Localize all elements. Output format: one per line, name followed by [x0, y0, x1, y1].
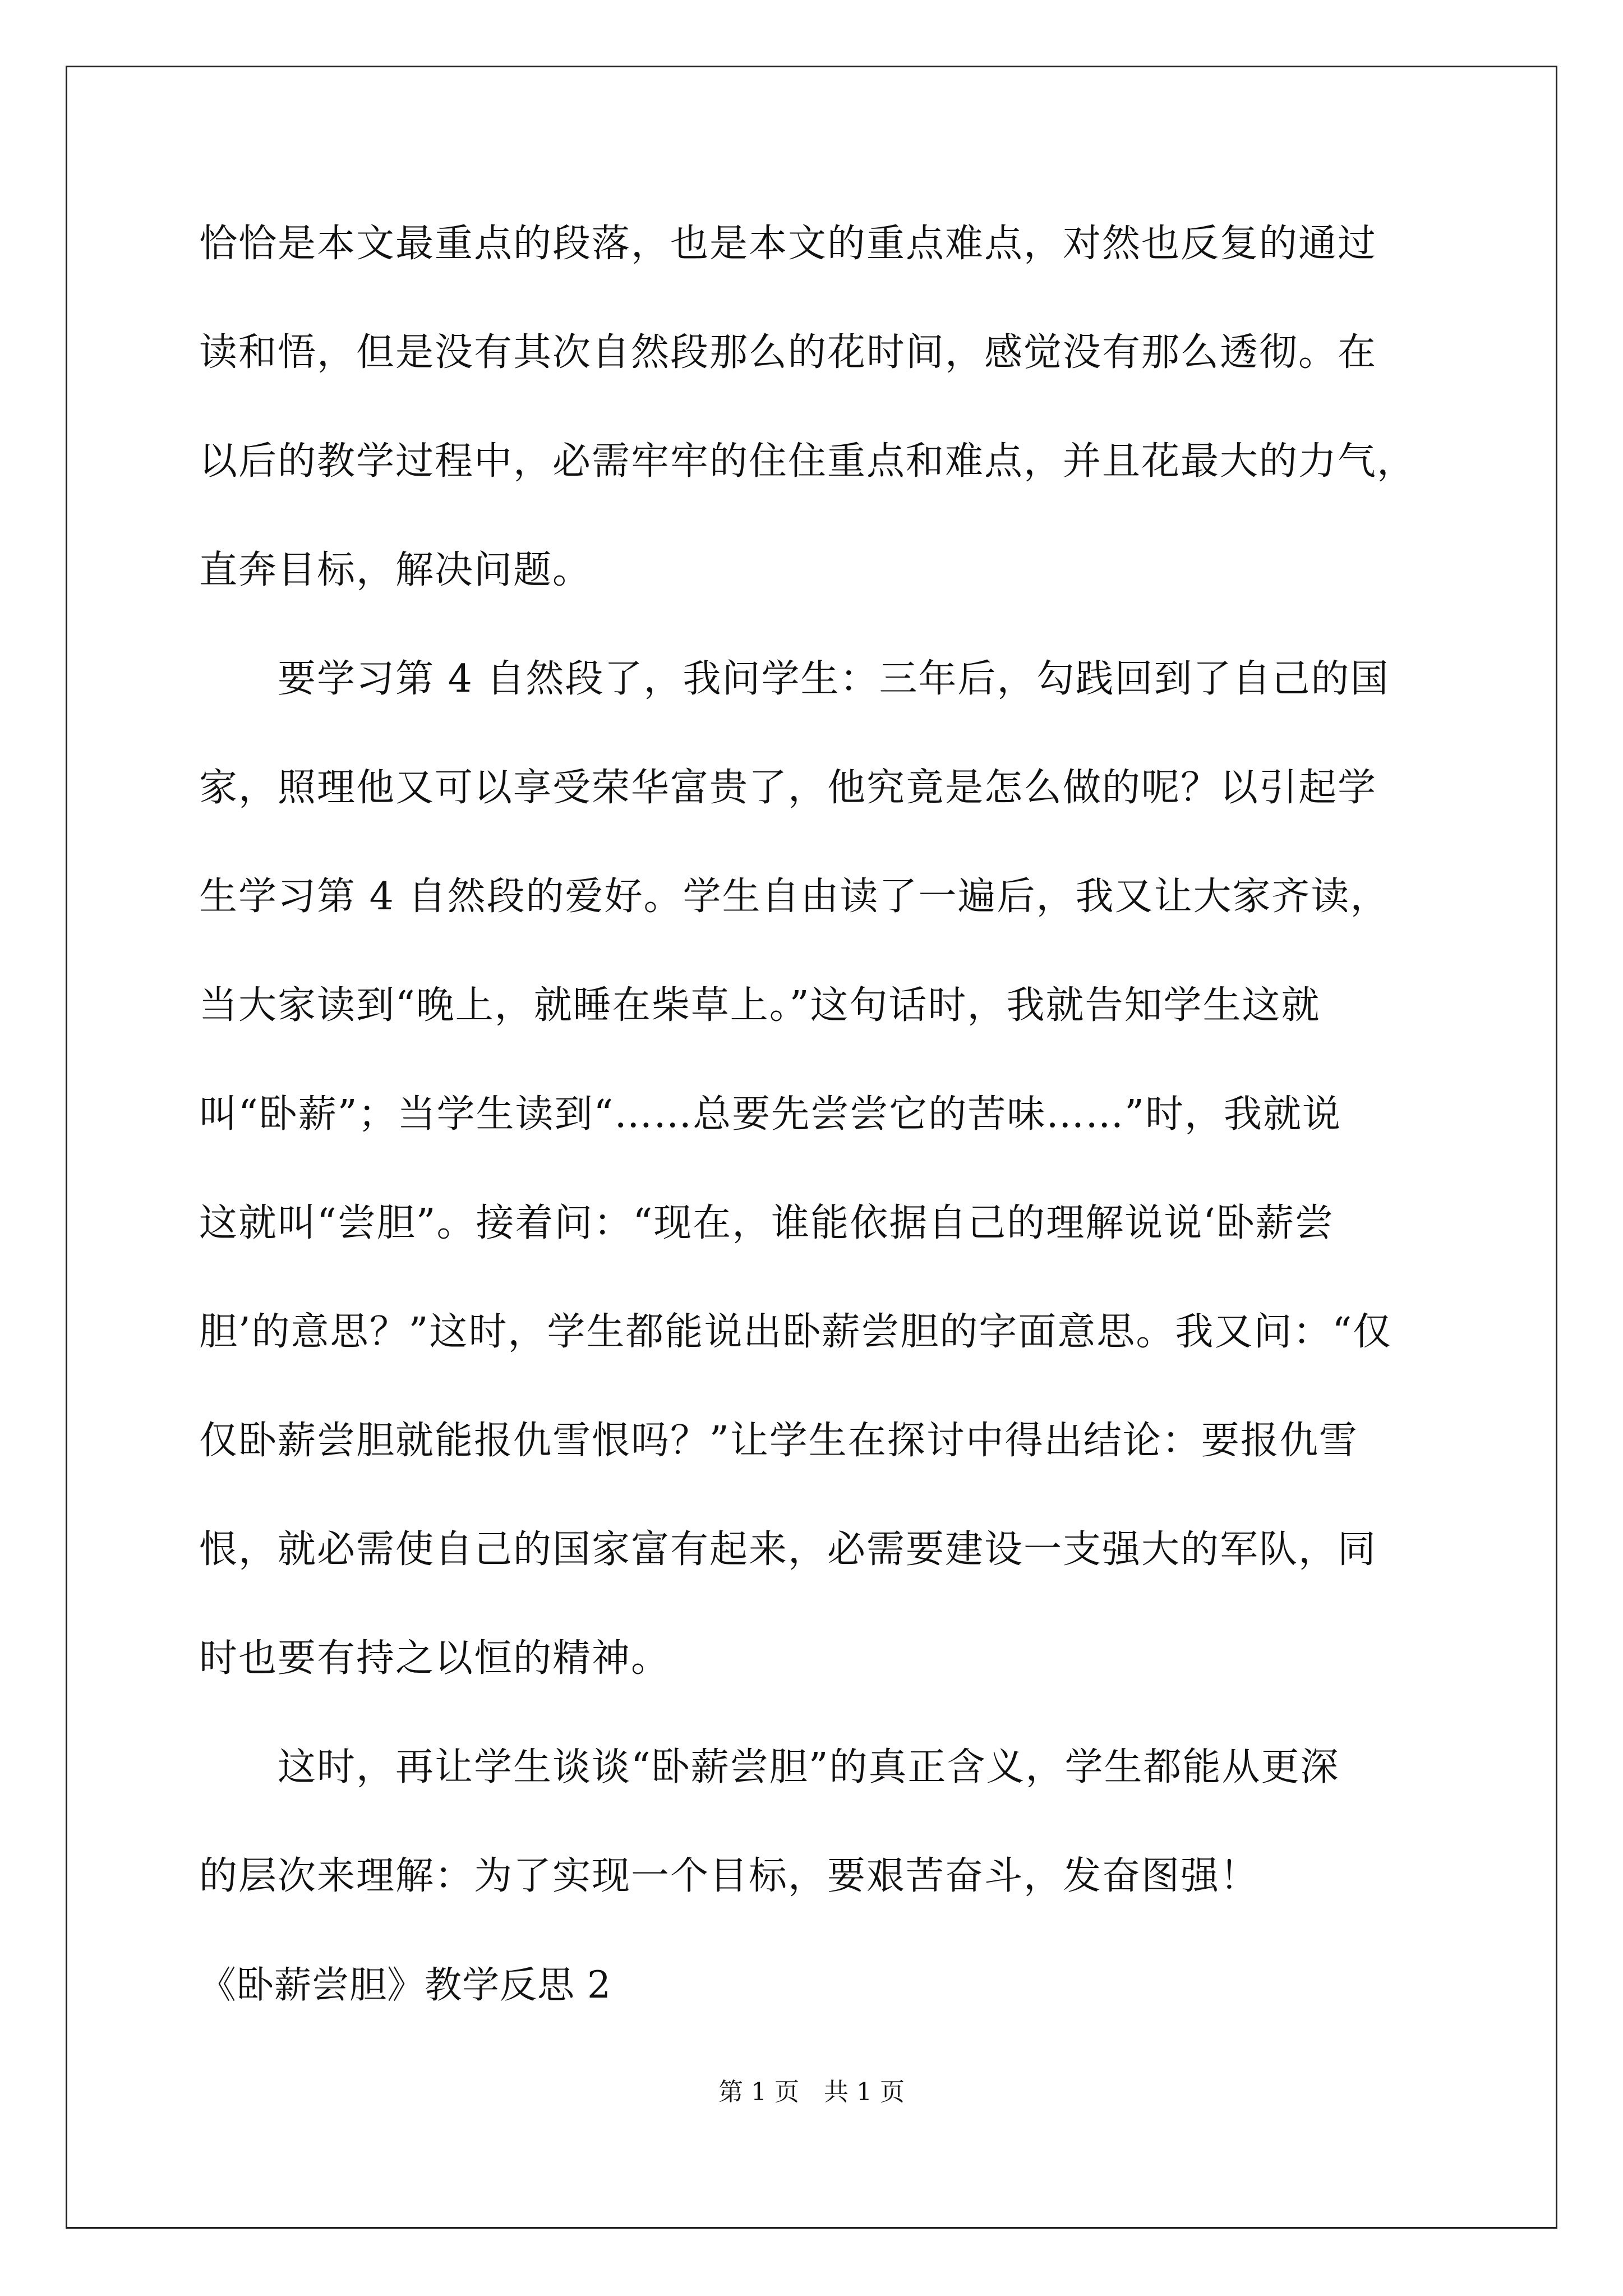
text-line: 这时，再让学生谈谈“卧薪尝胆”的真正含义，学生都能从更深 [199, 1745, 1340, 1789]
text-line: 叫“卧薪”；当学生读到“……总要先尝尝它的苦味……”时，我就说 [199, 1092, 1342, 1137]
text-line: 恨，就必需使自己的国家富有起来，必需要建设一支强大的军队，同 [199, 1527, 1377, 1572]
page-footer: 第 1 页 共 1 页 [718, 2078, 905, 2106]
section-heading: 《卧薪尝胆》教学反思 2 [199, 1963, 611, 2007]
text-line: 读和悟，但是没有其次自然段那么的花时间，感觉没有那么透彻。在 [199, 330, 1377, 375]
text-line: 胆’的意思？”这时，学生都能说出卧薪尝胆的字面意思。我又问：“仅 [199, 1310, 1393, 1354]
text-line: 以后的教学过程中，必需牢牢的住住重点和难点，并且花最大的力气， [199, 439, 1417, 484]
text-line: 当大家读到“晚上，就睡在柴草上。”这句话时，我就告知学生这就 [199, 983, 1321, 1028]
document-body [199, 216, 1433, 2066]
text-line: 生学习第 4 自然段的爱好。学生自由读了一遍后，我又让大家齐读， [199, 875, 1390, 919]
text-line: 恰恰是本文最重点的段落，也是本文的重点难点，对然也反复的通过 [199, 222, 1377, 266]
text-line: 直奔目标，解决问题。 [199, 548, 592, 592]
text-line: 时也要有持之以恒的精神。 [199, 1636, 671, 1681]
text-line: 仅卧薪尝胆就能报仇雪恨吗？”让学生在探讨中得出结论：要报仇雪 [199, 1419, 1358, 1463]
text-line: 要学习第 4 自然段了，我问学生：三年后，勾践回到了自己的国 [199, 657, 1390, 701]
text-line: 这就叫“尝胆”。接着问：“现在，谁能依据自己的理解说说‘卧薪尝 [199, 1201, 1334, 1245]
text-line: 的层次来理解：为了实现一个目标，要艰苦奋斗，发奋图强！ [199, 1854, 1260, 1898]
text-line: 家，照理他又可以享受荣华富贵了，他究竟是怎么做的呢？以引起学 [199, 766, 1377, 810]
